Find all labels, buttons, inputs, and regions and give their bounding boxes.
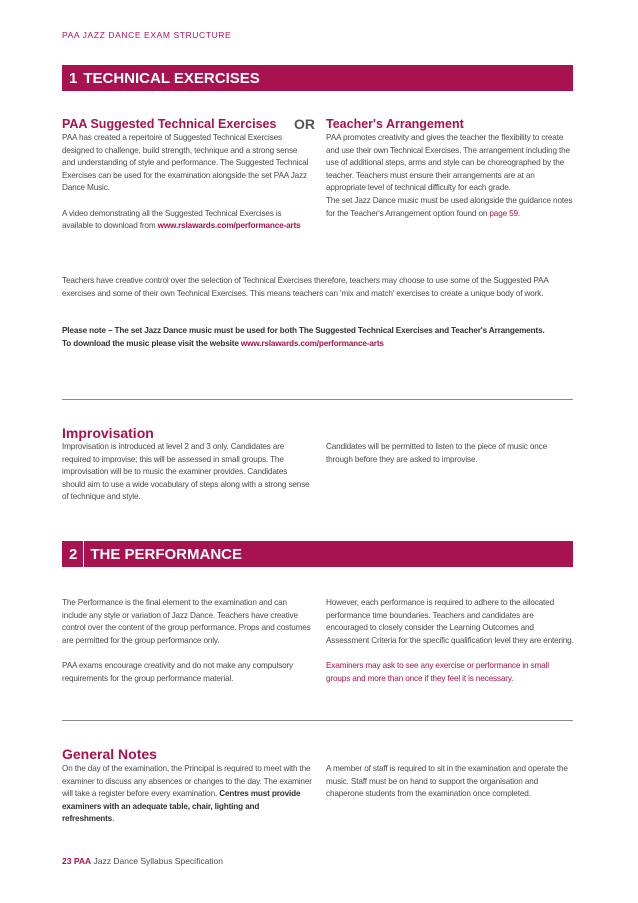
- performance-left-para1: The Performance is the final element to the examination and can include any style or variation of Jazz Dance. Teachers have creative control over the content of the group performance. Props and costumes are permitted for the group performance only.: [62, 598, 311, 645]
- suggested-exercises-heading: PAA Suggested Technical Exercises: [62, 117, 277, 131]
- performance-right-text: [326, 597, 574, 685]
- performance-arts-link[interactable]: www.rslawards.com/performance-arts: [157, 221, 301, 231]
- general-notes-left-text: [62, 763, 312, 826]
- improvisation-left-text: Improvisation is introduced at level 2 and 3 only. Candidates are required to improvise; this will be assessed in small groups. The improvisation will be to music the examiner provides. Candidates should aim to use a wide vocabulary of steps along with a strong sense of technique and style.: [62, 442, 310, 502]
- section-banner-technical-exercises: [62, 65, 573, 91]
- general-notes-right-text: A member of staff is required to sit in the examination and operate the music. Staff must be on hand to support the organisation and chaperone students from the examination once completed.: [326, 764, 568, 799]
- performance-left-text: [62, 597, 312, 685]
- performance-right-para1: However, each performance is required to adhere to the allocated performance time boundaries. Teachers and candidates are encouraged to closely consider the Learning Outcomes and Assessment Criteria for the specific qualification level they are entering.: [326, 598, 574, 645]
- performance-right-para2: Examiners may ask to see any exercise or performance in small groups and more than once if they feel it is necessary.: [326, 660, 549, 683]
- improvisation-heading: Improvisation: [62, 425, 154, 441]
- music-download-link[interactable]: www.rslawards.com/performance-arts: [240, 338, 384, 348]
- improvisation-right-text: Candidates will be permitted to listen to the piece of music once through before they are asked to improvise.: [326, 442, 547, 464]
- video-download-para: [62, 208, 310, 233]
- divider-rule: [62, 399, 573, 400]
- page-number: 23: [62, 856, 72, 866]
- section-banner-performance: [62, 541, 573, 567]
- divider-rule: [62, 720, 573, 721]
- music-note: [62, 325, 577, 350]
- music-note-prefix: To download the music please visit the website: [62, 338, 241, 348]
- guidance-notes-text: The set Jazz Dance music must be used alongside the guidance notes for the Teacher's Arrangement option found on: [326, 195, 573, 218]
- guidance-notes-para: [326, 195, 574, 220]
- page-footer: [62, 856, 223, 866]
- footer-brand: PAA: [73, 856, 92, 866]
- suggested-exercises-text: [62, 132, 310, 233]
- music-note-line2: [62, 338, 577, 351]
- or-label: OR: [294, 116, 315, 132]
- running-head: PAA JAZZ DANCE EXAM STRUCTURE: [62, 30, 232, 40]
- general-notes-left-suffix: .: [112, 814, 115, 824]
- video-download-text: A video demonstrating all the Suggested Technical Exercises is available to download from: [62, 208, 282, 231]
- suggested-exercises-para: PAA has created a repertoire of Suggested Technical Exercises designed to challenge, build strength, technique and a strong sense and understanding of style and performance. The Suggested Technical Exercises can be used for the examination alongside the set PAA Jazz Dance Music.: [62, 133, 309, 193]
- footer-doc-title: Jazz Dance Syllabus Specification: [93, 856, 224, 866]
- mix-and-match-para: Teachers have creative control over the selection of Technical Exercises therefore, teachers may choose to use some of the Suggested PAA exercises and some of their own Technical Exercises. This means teachers can 'mix and match' exercises to create a unique body of work.: [62, 276, 549, 298]
- section-number: 2: [69, 545, 78, 563]
- section-title: TECHNICAL EXERCISES: [83, 69, 260, 87]
- teachers-arrangement-para: PAA promotes creativity and gives the teacher the flexibility to create and use their own Technical Exercises. The arrangement including the use of additional steps, arms and style can be choreographed by the teacher. Teachers must ensure their arrangements are at an appropriate level of technical difficulty for each grade.: [326, 133, 570, 193]
- performance-left-para2: PAA exams encourage creativity and do not make any compulsory requirements for the group performance material.: [62, 660, 293, 683]
- section-title: THE PERFORMANCE: [90, 545, 243, 563]
- banner-separator: [83, 541, 84, 567]
- general-notes-requirement: Centres must provide examiners with an adequate table, chair, lighting and refreshments: [62, 789, 301, 824]
- general-notes-left-prefix: On the day of the examination, the Principal is required to meet with the examiner to discuss any absences or changes to the day. The examiner will take a register before every examination.: [62, 764, 312, 799]
- section-number: 1: [69, 69, 78, 87]
- teachers-arrangement-text: [326, 132, 574, 220]
- general-notes-heading: General Notes: [62, 746, 157, 762]
- teachers-arrangement-heading: Teacher's Arrangement: [326, 117, 464, 131]
- page-59-link[interactable]: page 59.: [489, 208, 521, 218]
- music-note-line1: Please note – The set Jazz Dance music must be used for both The Suggested Technical Exercises and Teacher's Arrangements.: [62, 326, 545, 335]
